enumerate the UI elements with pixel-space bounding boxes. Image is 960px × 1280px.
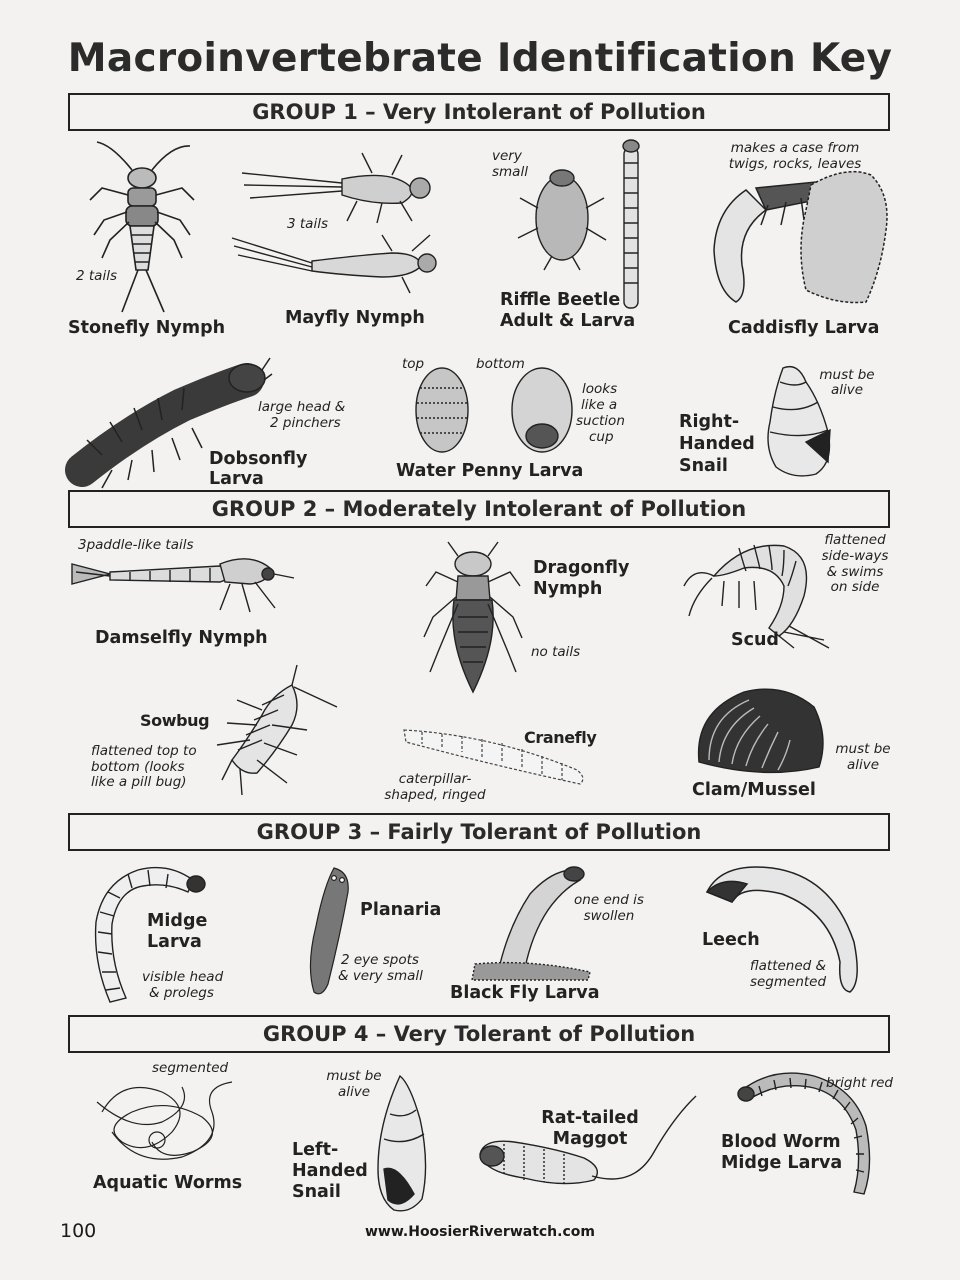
water-penny-note-3: suction — [576, 413, 625, 429]
mayfly-nymph-illustration — [232, 143, 454, 283]
rat-tailed-label-2: Maggot — [552, 1129, 628, 1149]
caddisfly-note-1: makes a case from — [730, 140, 860, 156]
rat-tailed-maggot-illustration — [474, 1092, 700, 1212]
scud-note-4: on side — [830, 579, 880, 595]
riffle-beetle-illustration — [512, 138, 662, 308]
page-title: Macroinvertebrate Identification Key — [67, 36, 893, 81]
clam-label: Clam/Mussel — [692, 780, 816, 800]
scud-note-1: flattened — [824, 532, 886, 548]
worms-label: Aquatic Worms — [93, 1173, 243, 1193]
stonefly-nymph-illustration — [82, 140, 202, 315]
riffle-beetle-label-2: Adult & Larva — [500, 311, 636, 331]
left-snail-label-2: Handed — [292, 1161, 368, 1181]
mayfly-note: 3 tails — [287, 216, 328, 232]
dobsonfly-note-1: large head & — [258, 399, 346, 415]
scud-note-3: & swims — [826, 564, 884, 580]
black-fly-label: Black Fly Larva — [450, 983, 600, 1003]
water-penny-bottom-note: bottom — [476, 356, 525, 372]
scud-label: Scud — [731, 630, 779, 650]
group-4-header: GROUP 4 – Very Tolerant of Pollution — [68, 1015, 890, 1053]
left-snail-note-2: alive — [337, 1084, 371, 1100]
midge-label-2: Larva — [147, 932, 202, 952]
clam-note-2: alive — [846, 757, 880, 773]
right-snail-note-1: must be — [819, 367, 875, 383]
riffle-beetle-label-1: Riffle Beetle — [500, 290, 621, 310]
clam-note-1: must be — [835, 741, 891, 757]
group-1-header: GROUP 1 – Very Intolerant of Pollution — [68, 93, 890, 131]
water-penny-illustration — [412, 358, 582, 458]
clam-mussel-illustration — [694, 682, 830, 782]
group-3-header: GROUP 3 – Fairly Tolerant of Pollution — [68, 813, 890, 851]
stonefly-note: 2 tails — [76, 268, 117, 284]
dobsonfly-note-2: 2 pinchers — [270, 415, 341, 431]
water-penny-top-note: top — [402, 356, 425, 372]
caddisfly-label: Caddisfly Larva — [728, 318, 880, 338]
sowbug-note-1: flattened top to — [91, 743, 197, 759]
worms-note: segmented — [152, 1060, 229, 1076]
mayfly-label: Mayfly Nymph — [285, 308, 425, 328]
planaria-note-2: & very small — [338, 968, 423, 984]
damselfly-label: Damselfly Nymph — [95, 628, 268, 648]
damselfly-note: 3paddle-like tails — [78, 537, 194, 553]
water-penny-note-2: like a — [581, 397, 618, 413]
left-snail-label-3: Snail — [292, 1182, 341, 1202]
sowbug-note-3: like a pill bug) — [91, 774, 187, 790]
right-snail-note-2: alive — [830, 382, 864, 398]
dragonfly-note: no tails — [531, 644, 581, 660]
leech-note-2: segmented — [749, 974, 827, 990]
blood-worm-label-1: Blood Worm — [721, 1132, 841, 1152]
aquatic-worms-illustration — [92, 1072, 242, 1172]
riffle-beetle-note-2: small — [492, 164, 528, 180]
blood-worm-note: bright red — [826, 1075, 894, 1091]
group-2-header: GROUP 2 – Moderately Intolerant of Pollution — [68, 490, 890, 528]
right-snail-label-3: Snail — [679, 456, 728, 476]
blood-worm-label-2: Midge Larva — [721, 1153, 843, 1173]
water-penny-label: Water Penny Larva — [396, 461, 584, 481]
black-fly-note-2: swollen — [583, 908, 635, 924]
left-snail-label-1: Left- — [292, 1140, 339, 1160]
scud-note-2: side-ways — [821, 548, 889, 564]
right-snail-label-1: Right- — [679, 412, 740, 432]
sowbug-note-2: bottom (looks — [91, 759, 185, 775]
damselfly-nymph-illustration — [70, 552, 296, 622]
midge-label-1: Midge — [147, 911, 208, 931]
water-penny-note-4: cup — [589, 429, 614, 445]
cranefly-label: Cranefly — [524, 728, 597, 747]
cranefly-note-1: caterpillar- — [398, 771, 472, 787]
dobsonfly-label-2: Larva — [209, 469, 264, 489]
caddisfly-note-2: twigs, rocks, leaves — [728, 156, 862, 172]
footer-url: www.HoosierRiverwatch.com — [365, 1224, 595, 1240]
dragonfly-nymph-illustration — [418, 542, 528, 694]
sowbug-illustration — [202, 665, 342, 805]
sowbug-label: Sowbug — [140, 711, 210, 730]
left-snail-illustration — [370, 1074, 434, 1216]
midge-note-2: & prolegs — [149, 985, 214, 1001]
planaria-note-1: 2 eye spots — [341, 952, 419, 968]
leech-note-1: flattened & — [749, 958, 827, 974]
riffle-beetle-note-1: very — [492, 148, 522, 164]
dobsonfly-label-1: Dobsonfly — [209, 449, 308, 469]
stonefly-label: Stonefly Nymph — [68, 318, 226, 338]
leech-label: Leech — [702, 930, 760, 950]
rat-tailed-label-1: Rat-tailed — [541, 1108, 639, 1128]
left-snail-note-1: must be — [326, 1068, 382, 1084]
cranefly-note-2: shaped, ringed — [384, 787, 486, 803]
midge-note-1: visible head — [142, 969, 224, 985]
page-number: 100 — [60, 1220, 97, 1242]
caddisfly-larva-illustration — [706, 170, 902, 310]
black-fly-note-1: one end is — [574, 892, 644, 908]
water-penny-note-1: looks — [582, 381, 618, 397]
right-snail-label-2: Handed — [679, 434, 755, 454]
dragonfly-label-2: Nymph — [533, 579, 603, 599]
dragonfly-label-1: Dragonfly — [533, 558, 630, 578]
planaria-label: Planaria — [360, 900, 442, 920]
